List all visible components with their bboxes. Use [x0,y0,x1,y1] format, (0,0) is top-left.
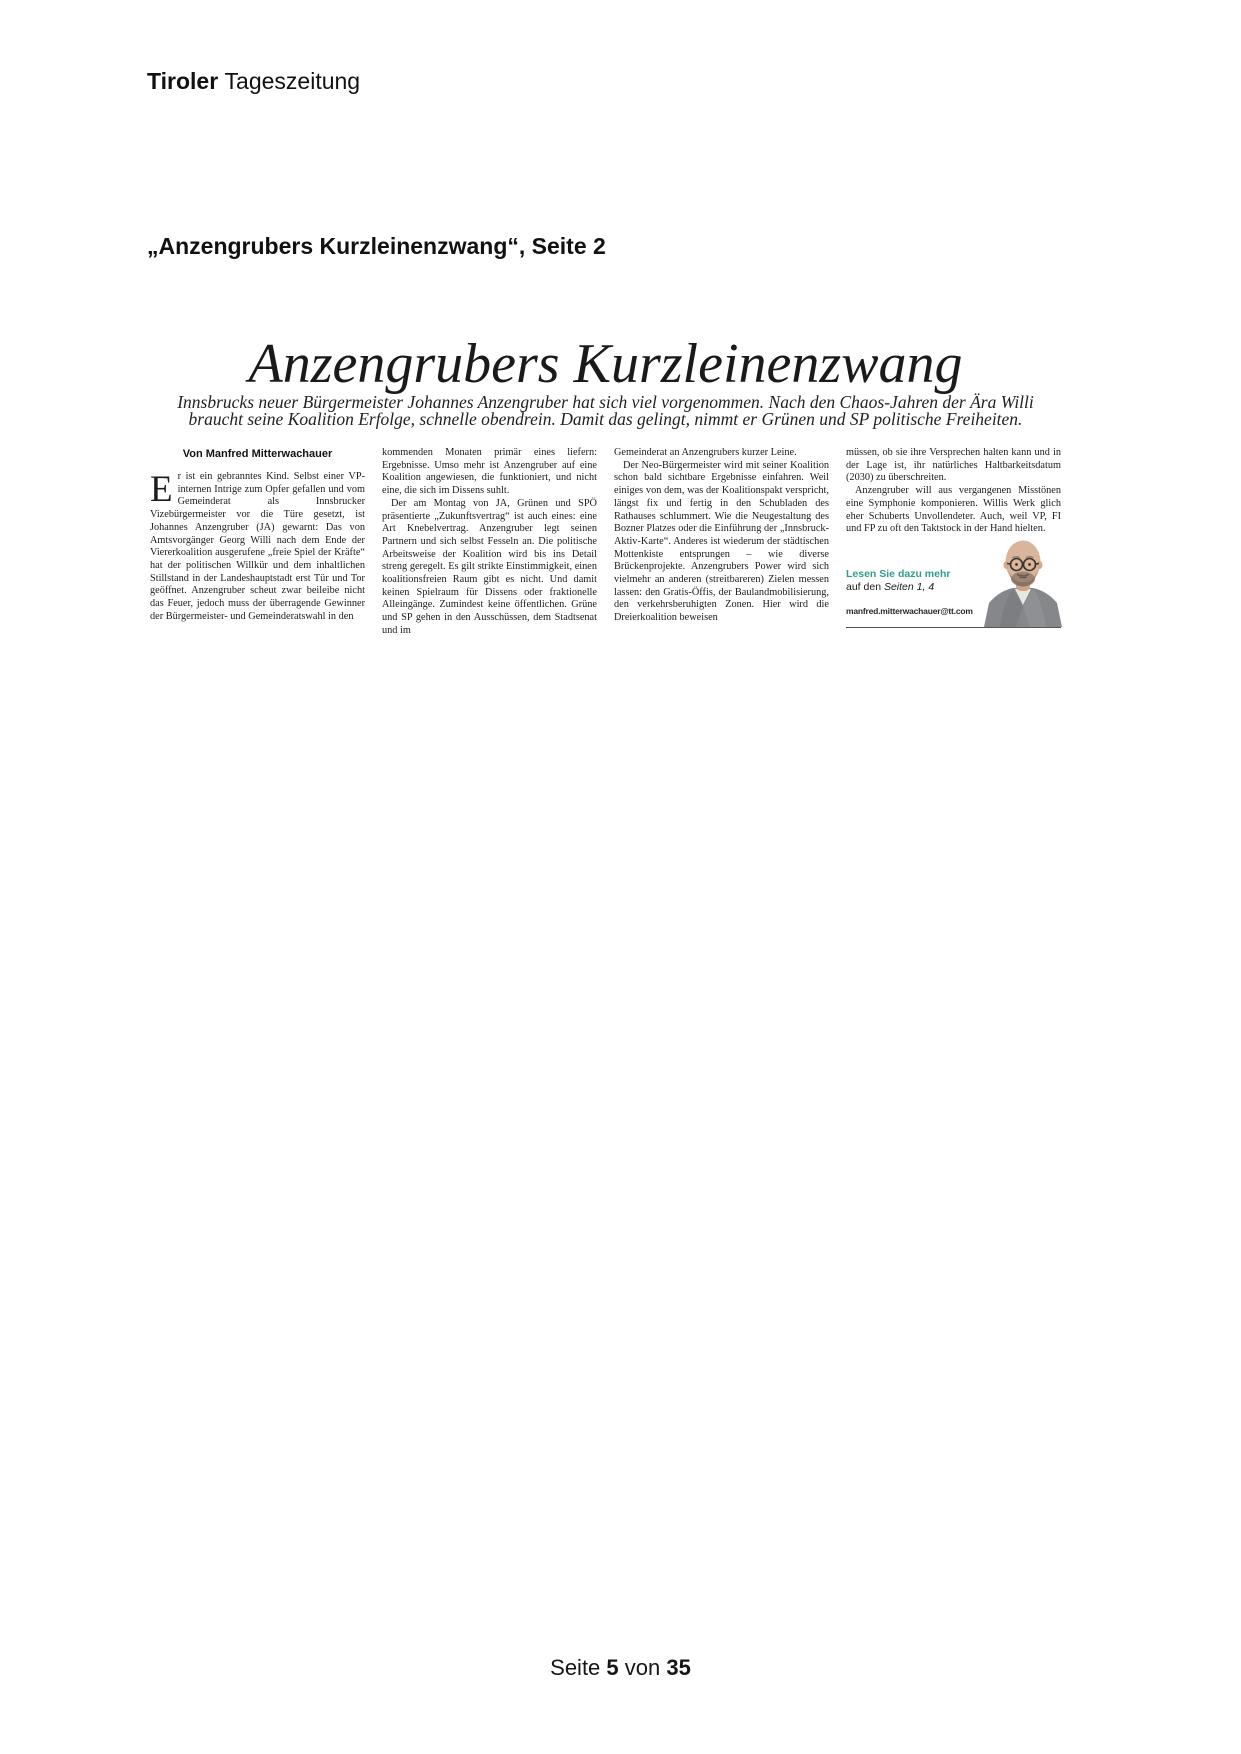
footer-separator: von [618,1655,667,1680]
reference-headline: „Anzengrubers Kurzleinenzwang“, Seite 2 [147,233,606,259]
article-columns [150,447,1061,638]
masthead-brand-bold: Tiroler [147,68,225,94]
article-headline: Anzengrubers Kurzleinenzwang [248,333,963,395]
column-3 [614,447,829,638]
article [150,333,1061,638]
column-4 [846,447,1061,638]
paragraph: Der am Montag von JA, Grünen und SPÖ präsentierte „Zukunftsvertrag“ ist auch eines: eine Art Knebelvertrag. Anzengruber legt seinen Partnern und sich selbst Fesseln an. Die politische Arbeitsweise der Koalition wird bis ins Detail streng geregelt. Es gilt strikte Einstimmigkeit, einen koalitionsfreien Raum gibt es nicht. Und damit keinen Spielraum für Dissens oder fraktionelle Alleingänge. Zumindest keine öffentlichen. Grüne und SP gehen in den Ausschüssen, dem Stadtsenat und im [382,497,597,636]
column-1 [150,447,365,638]
byline: Von Manfred Mitterwachauer [182,448,333,460]
pages-reference: Seiten 1, 4 [883,581,935,593]
read-more-teaser: Lesen Sie dazu mehr [846,568,951,580]
paragraph: müssen, ob sie ihre Versprechen halten kann und in der Lage ist, ihr natürliches Haltbarkeitsdatum (2030) zu überschreiten. [846,447,1061,484]
drop-cap: E [150,469,173,510]
author-email: manfred.mitterwachauer@tt.com [846,606,973,616]
lede-line-1: Innsbrucks neuer Bürgermeister Johannes Anzengruber hat sich viel vorgenommen. Nach den Chaos-Jahren der Ära Willi [177,392,1034,412]
article-lede [150,394,1061,428]
author-portrait-illustration [980,535,1066,627]
masthead [147,68,360,94]
read-more-pages [846,581,976,594]
pages-prefix: auf den [846,581,884,593]
author-box-divider [846,627,1061,628]
paragraph: Gemeinderat an Anzengrubers kurzer Leine. [614,447,797,458]
column-2 [382,447,597,638]
footer-prefix: Seite [550,1655,607,1680]
lede-line-2: braucht seine Koalition Erfolge, schnelle obendrein. Damit das gelingt, nimmt er Grünen und SP politische Freiheiten. [188,409,1023,429]
paragraph: Anzengruber will aus vergangenen Misstönen eine Symphonie komponieren. Willis Werk glich eher Schuberts Unvollendeter. Auch, weil VP, FI und FP zu oft den Taktstock in der Hand hielten. [846,485,1061,535]
paragraph [150,471,365,623]
paragraph: kommenden Monaten primär eines liefern: Ergebnisse. Umso mehr ist Anzengruber auf eine Koalition angewiesen, die funktioniert, und nicht eine, die sich im Dissens suhlt. [382,447,597,497]
author-photo [980,535,1066,627]
author-note [846,568,976,618]
footer-total-pages: 35 [666,1655,691,1680]
masthead-brand-regular: Tageszeitung [224,68,361,94]
footer-current-page: 5 [606,1655,619,1680]
paragraph: Der Neo-Bürgermeister wird mit seiner Koalition schon bald sichtbare Ergebnisse einfahren. Weil einiges von dem, was der Koalitionspakt verspricht, längst fix und fertig in den Schubladen des Rathauses schlummert. Wie die Neugestaltung des Bozner Platzes oder die Einführung der „Innsbruck-Aktiv-Karte“. Anderes ist wiederum der städtischen Mottenkiste entsprungen – wie diverse Brückenprojekte. Anzengrubers Power wird sich vielmehr an anderen (streitbareren) Zielen messen lassen: den Gratis-Öffis, der Baulandmobilisierung, den verkehrsberuhigten Zonen. Hier wird die Dreierkoalition beweisen [614,459,829,624]
paragraph-text: r ist ein gebranntes Kind. Selbst einer VP-internen Intrige zum Opfer gefallen und vom Gemeinderat als Innsbrucker Vizebürgermeister vor die Türe gesetzt, ist Johannes Anzengruber (JA) gewarnt: Das von Amtsvorgänger Georg Willi nach dem Ende der Viererkoalition ausgerufene „freie Spiel der Kräfte“ hat der politischen Willkür und dem inhaltlichen Stillstand in der Landeshauptstadt erst Tür und Tor geöffnet. Anzengruber scheut zwar beileibe nicht das Feuer, jedoch muss der überragende Gewinner der Bürgermeister- und Gemeinderatswahl in den [150,471,365,622]
page-number-indicator [0,1655,1241,1681]
